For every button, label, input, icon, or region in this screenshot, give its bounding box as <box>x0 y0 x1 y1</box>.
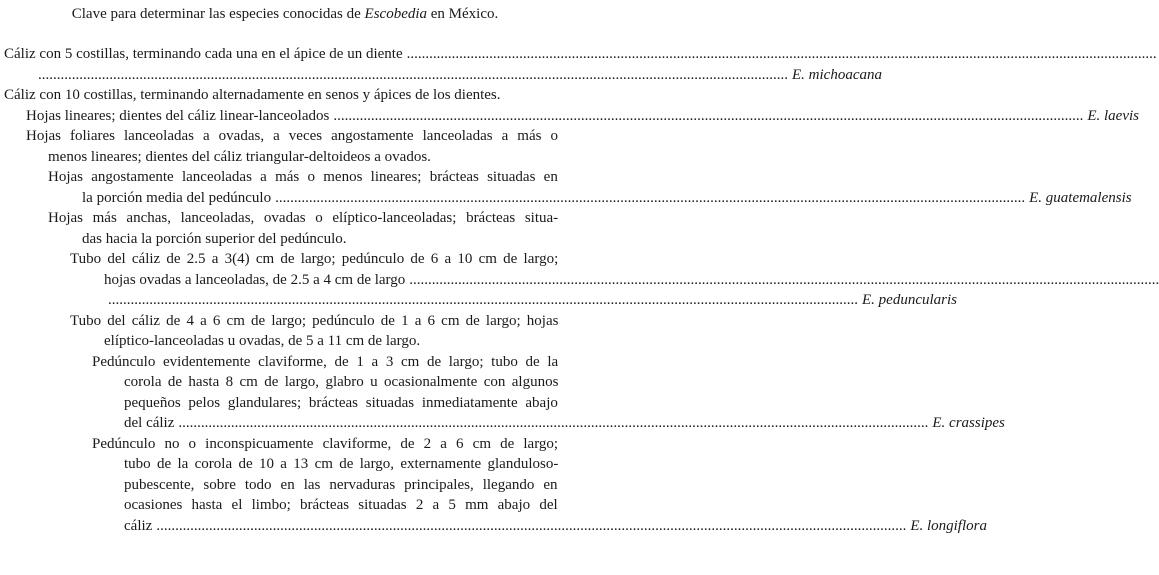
key-line-text: del cáliz <box>124 415 175 431</box>
key-line <box>4 167 566 188</box>
key-line-text: Hojas foliares lanceoladas a ovadas, a veces angostamente lanceoladas a más o <box>26 128 558 144</box>
key-line <box>4 434 566 455</box>
leader-dots: ........................................................................................................................................................................................................ <box>406 46 1157 62</box>
key-line <box>4 516 987 537</box>
species-name: E. michoacana <box>792 66 882 83</box>
key-line <box>4 44 1157 65</box>
key-line-text: Tubo del cáliz de 4 a 6 cm de largo; pedúnculo de 1 a 6 cm de largo; hojas <box>70 312 559 329</box>
key-line <box>4 290 957 311</box>
key-line-text: pequeños pelos glandulares; brácteas situadas inmediatamente abajo <box>124 394 558 411</box>
key-line-text: ocasiones hasta el limbo; brácteas situadas 2 a 5 mm abajo del <box>124 497 558 513</box>
key-line <box>4 229 566 250</box>
key-line-text: das hacia la porción superior del pedúnculo. <box>82 230 347 247</box>
key-line-text: corola de hasta 8 cm de largo, glabro u ocasionalmente con algunos <box>124 374 559 390</box>
species-name: E. laevis <box>1087 107 1139 124</box>
title-suffix: en México. <box>427 6 499 22</box>
key-line <box>4 249 566 270</box>
key-line-text: cáliz <box>124 517 153 534</box>
key-line-text: la porción media del pedúnculo <box>82 189 272 206</box>
species-name: E. crassipes <box>932 415 1005 431</box>
key-line-text: Pedúnculo no o inconspicuamente claviforme, de 2 a 6 cm de largo; <box>92 435 559 452</box>
leader-dots: ........................................................................................................................................................................................................ <box>108 292 858 308</box>
key-line-text: Tubo del cáliz de 2.5 a 3(4) cm de largo; pedúnculo de 6 a 10 cm de largo; <box>70 251 559 267</box>
key-line-text: Hojas angostamente lanceoladas a más o menos lineares; brácteas situadas en <box>48 169 558 185</box>
title-genus: Escobedia <box>364 6 428 22</box>
key-line <box>4 85 566 106</box>
key-line <box>4 372 566 393</box>
key-line-text: elíptico-lanceoladas u ovadas, de 5 a 11 cm de largo. <box>104 333 421 349</box>
species-name: E. longiflora <box>910 517 987 534</box>
key-title <box>4 4 566 24</box>
key-line <box>4 65 882 86</box>
key-line <box>4 331 566 352</box>
key-line <box>4 208 566 229</box>
key-line <box>4 352 566 373</box>
key-line <box>4 393 566 414</box>
key-line <box>4 270 1159 291</box>
key-line <box>4 454 566 475</box>
identification-key <box>4 44 1159 536</box>
leader-dots: ........................................................................................................................................................................................................ <box>38 66 788 83</box>
leader-dots: ........................................................................................................................................................................................................ <box>275 189 1026 206</box>
key-line <box>4 126 566 147</box>
species-name: E. guatemalensis <box>1029 189 1132 206</box>
key-line-text: Cáliz con 10 costillas, terminando alternadamente en senos y ápices de los dientes. <box>4 87 501 103</box>
key-line <box>4 475 566 496</box>
key-line <box>4 188 1132 209</box>
key-line <box>4 311 566 332</box>
title-prefix: Clave para determinar las especies conocidas de <box>71 6 365 22</box>
key-line <box>4 413 1005 434</box>
document-page <box>0 4 1159 575</box>
key-line <box>4 106 1139 127</box>
key-line-text: Hojas más anchas, lanceoladas, ovadas o elíptico-lanceoladas; brácteas situa- <box>48 210 559 226</box>
leader-dots: ........................................................................................................................................................................................................ <box>178 415 929 431</box>
leader-dots: ........................................................................................................................................................................................................ <box>333 107 1084 124</box>
key-line <box>4 495 566 516</box>
leader-dots: ........................................................................................................................................................................................................ <box>409 271 1159 288</box>
key-line-text: pubescente, sobre todo en las nervaduras principales, llegando en <box>124 476 558 493</box>
key-line-text: Hojas lineares; dientes del cáliz linear-lanceolados <box>26 107 330 124</box>
key-line-text: hojas ovadas a lanceoladas, de 2.5 a 4 cm de largo <box>104 271 406 288</box>
key-line-text: menos lineares; dientes del cáliz triangular-deltoideos a ovados. <box>48 148 431 165</box>
species-name: E. peduncularis <box>862 292 957 308</box>
key-line-text: tubo de la corola de 10 a 13 cm de largo, externamente glanduloso- <box>124 456 559 472</box>
leader-dots: ........................................................................................................................................................................................................ <box>156 517 907 534</box>
key-line <box>4 147 566 168</box>
key-line-text: Pedúnculo evidentemente claviforme, de 1 a 3 cm de largo; tubo de la <box>92 353 559 370</box>
key-line-text: Cáliz con 5 costillas, terminando cada una en el ápice de un diente <box>4 46 403 62</box>
